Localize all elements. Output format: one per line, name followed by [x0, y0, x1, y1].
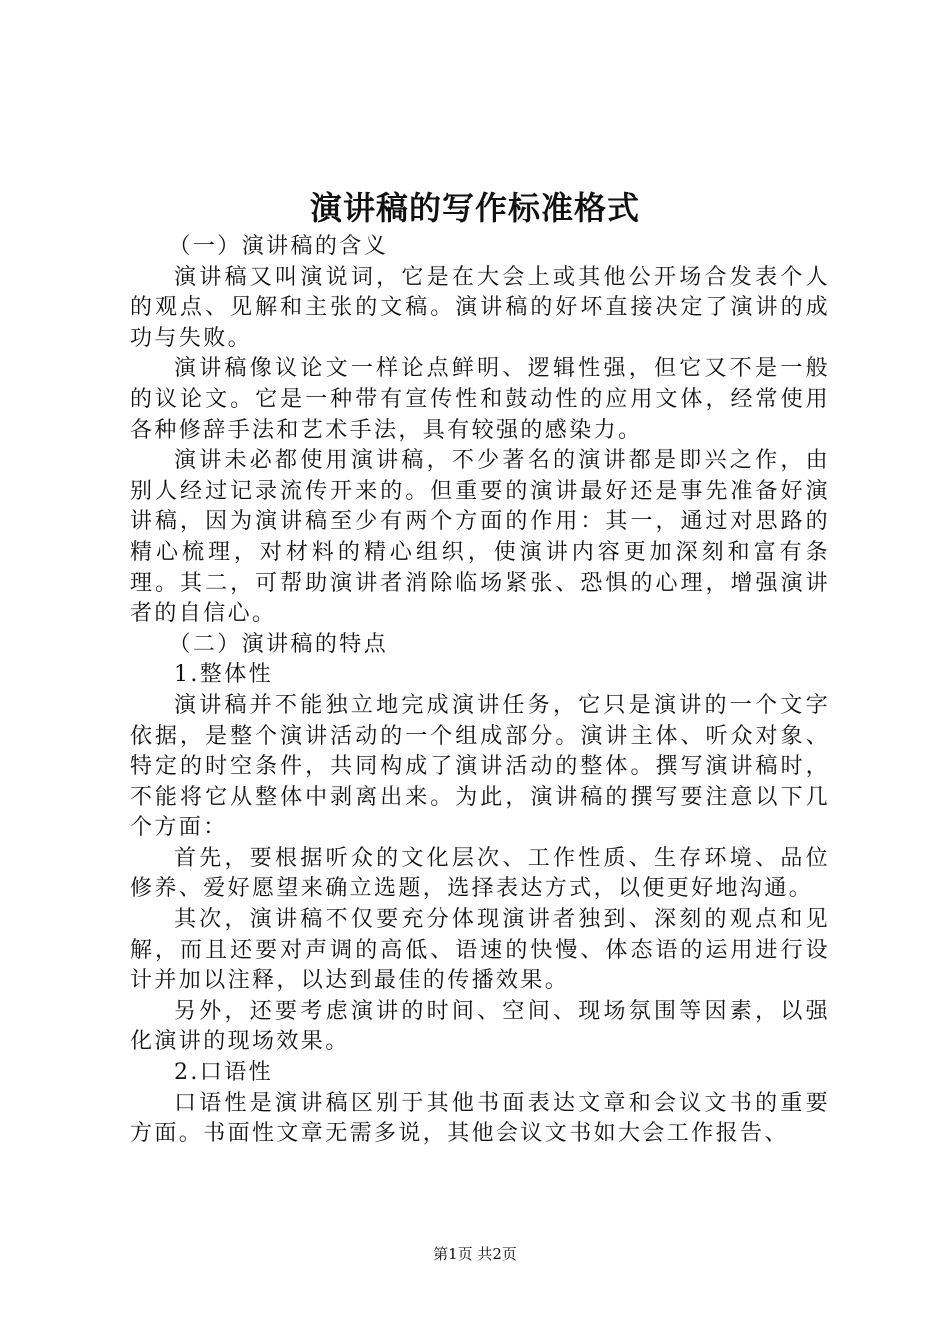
paragraph: 演讲稿像议论文一样论点鲜明、逻辑性强，但它又不是一般的议论文。它是一种带有宣传性和鼓动性的应用文体，经常使用各种修辞手法和艺术手法，具有较强的感染力。 — [130, 356, 830, 443]
paragraph: 演讲未必都使用演讲稿，不少著名的演讲都是即兴之作，由别人经过记录流传开来的。但重要的演讲最好还是事先准备好演讲稿，因为演讲稿至少有两个方面的作用：其一，通过对思路的精心梳理，对材料的精心组织，使演讲内容更加深刻和富有条理。其二，可帮助演讲者消除临场紧张、恐惧的心理，增强演讲者的自信心。 — [130, 448, 830, 627]
paragraph: 其次，演讲稿不仅要充分体现演讲者独到、深刻的观点和见解，而且还要对声调的高低、语速的快慢、体态语的运用进行设计并加以注释，以达到最佳的传播效果。 — [130, 907, 830, 994]
section-heading-features: （二）演讲稿的特点 — [168, 631, 389, 657]
paragraph: 首先，要根据听众的文化层次、工作性质、生存环境、品位修养、爱好愿望来确立选题，选择表达方式，以便更好地沟通。 — [130, 845, 830, 902]
paragraph: 口语性是演讲稿区别于其他书面表达文章和会议文书的重要方面。书面性文章无需多说，其他会议文书如大会工作报告、 — [130, 1090, 830, 1147]
document-body — [130, 232, 830, 1150]
subheading-integrity: 1.整体性 — [174, 662, 273, 688]
paragraph: 演讲稿又叫演说词，它是在大会上或其他公开场合发表个人的观点、见解和主张的文稿。演讲稿的好坏直接决定了演讲的成功与失败。 — [130, 264, 830, 351]
section-heading-meaning: （一）演讲稿的含义 — [168, 234, 389, 259]
document-title: 演讲稿的写作标准格式 — [309, 189, 640, 227]
paragraph: 另外，还要考虑演讲的时间、空间、现场氛围等因素，以强化演讲的现场效果。 — [130, 998, 830, 1055]
page-footer: 第1页 共2页 — [433, 1245, 517, 1263]
paragraph: 演讲稿并不能独立地完成演讲任务，它只是演讲的一个文字依据，是整个演讲活动的一个组成部分。演讲主体、听众对象、特定的时空条件，共同构成了演讲活动的整体。撰写演讲稿时，不能将它从整体中剥离出来。为此，演讲稿的撰写要注意以下几个方面： — [130, 692, 830, 841]
subheading-orality: 2.口语性 — [174, 1060, 273, 1086]
